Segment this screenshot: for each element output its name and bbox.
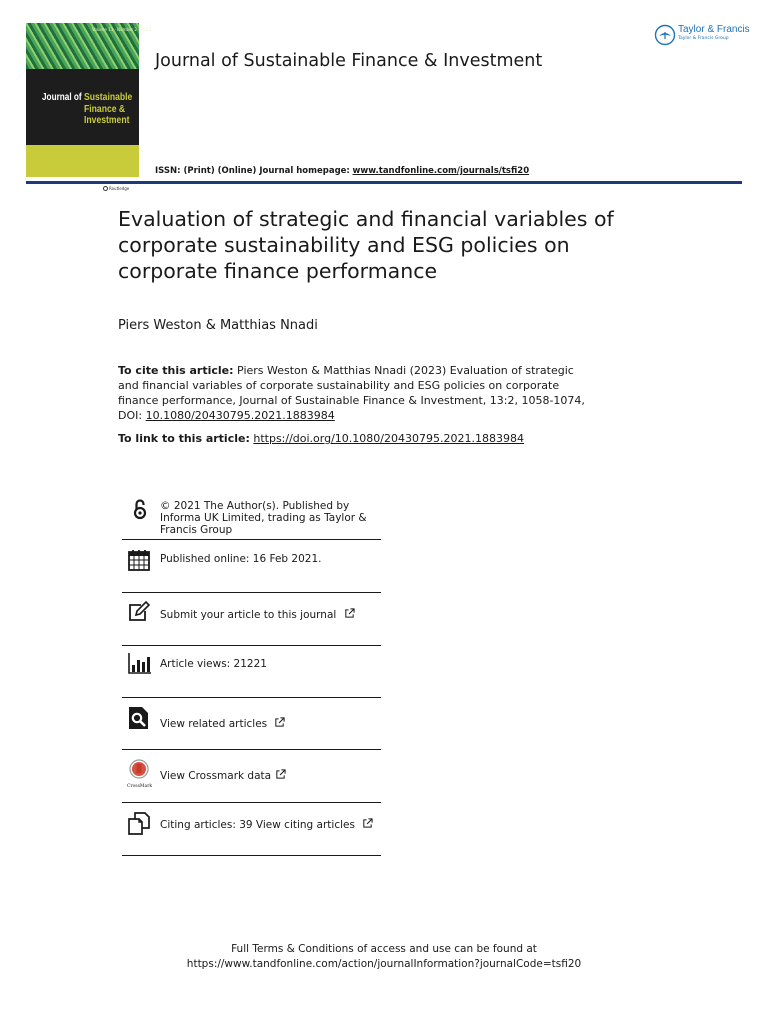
- open-access-icon: [127, 497, 151, 521]
- crossmark-link[interactable]: [160, 769, 286, 782]
- cover-title-part1: Journal of: [42, 92, 82, 103]
- external-link-icon: [274, 717, 285, 728]
- publisher-mark-icon: [103, 186, 108, 191]
- cover-title-line: Sustainable: [84, 91, 133, 103]
- submit-article-link[interactable]: [160, 608, 355, 621]
- taylor-francis-logo[interactable]: [654, 22, 749, 48]
- cite-doi-link[interactable]: 10.1080/20430795.2021.1883984: [145, 409, 335, 422]
- cover-title-part2: [84, 92, 132, 127]
- terms-text: Full Terms & Conditions of access and use can be found at: [231, 943, 537, 955]
- related-articles-icon: [127, 706, 151, 730]
- citation-block: [118, 363, 598, 423]
- crossmark-row[interactable]: [122, 750, 381, 803]
- cite-text: Piers Weston & Matthias Nnadi (2023) Evaluation of strategic and financial variables of corporate sustainability and ESG policies on corporate finance performance, Journal of Sustainable Finance & Investment, 13:2, 1058-1074, DOI:: [118, 364, 585, 422]
- terms-footer: [0, 942, 768, 972]
- article-title: Evaluation of strategic and financial variables of corporate sustainability and ESG policies on corporate finance performance: [118, 207, 614, 283]
- publisher-group: Taylor & Francis Group: [678, 36, 729, 41]
- published-row: [122, 540, 381, 593]
- crossmark-label: View Crossmark data: [160, 770, 272, 782]
- terms-url: https://www.tandfonline.com/action/journalInformation?journalCode=tsfi20: [186, 958, 582, 970]
- header-divider: [26, 181, 742, 184]
- article-authors: Piers Weston & Matthias Nnadi: [118, 318, 318, 333]
- publisher-name: Taylor & Francis: [678, 24, 750, 35]
- views-row: [122, 646, 381, 698]
- article-views: Article views: 21221: [160, 658, 267, 670]
- bar-chart-icon: [127, 651, 151, 675]
- submit-row[interactable]: [122, 593, 381, 646]
- citing-row[interactable]: [122, 803, 381, 856]
- published-date: Published online: 16 Feb 2021.: [160, 553, 322, 565]
- open-access-row: [122, 494, 381, 540]
- related-label: View related articles: [160, 718, 268, 730]
- copyright-text: © 2021 The Author(s). Published by Informa UK Limited, trading as Taylor & Francis Group: [160, 500, 367, 536]
- cover-issue-line: Volume 13 · Number 2 · 2023: [92, 27, 151, 32]
- issn-line: [155, 166, 529, 176]
- crossmark-logo-text: CrossMark: [127, 784, 153, 789]
- submit-label: Submit your article to this journal: [160, 609, 337, 621]
- crossmark-icon: [127, 759, 151, 783]
- citing-label: Citing articles: 39 View citing articles: [160, 819, 355, 831]
- article-doi-link[interactable]: https://doi.org/10.1080/20430795.2021.1883984: [253, 432, 524, 445]
- external-link-icon: [362, 818, 373, 829]
- citing-articles-icon: [127, 811, 151, 835]
- cover-title-line: Finance &: [84, 102, 126, 115]
- journal-homepage-link[interactable]: www.tandfonline.com/journals/tsfi20: [352, 166, 530, 176]
- issn-label: ISSN: (Print) (Online) Journal homepage:: [155, 166, 350, 176]
- article-link-line: [118, 432, 524, 445]
- taylor-francis-logo-icon: [654, 24, 676, 46]
- link-label: To link to this article:: [118, 432, 250, 445]
- calendar-icon: [127, 548, 151, 572]
- journal-cover-image: [26, 23, 151, 191]
- journal-title: Journal of Sustainable Finance & Investment: [155, 51, 543, 71]
- related-articles-link[interactable]: [160, 717, 285, 730]
- related-row[interactable]: [122, 698, 381, 750]
- external-link-icon: [344, 608, 355, 619]
- cover-title-line: Investment: [84, 114, 130, 126]
- citing-articles-link[interactable]: [160, 818, 373, 831]
- cover-publisher: Routledge: [109, 186, 130, 191]
- edit-icon: [127, 600, 151, 624]
- external-link-icon: [275, 769, 286, 780]
- cite-label: To cite this article:: [118, 364, 234, 377]
